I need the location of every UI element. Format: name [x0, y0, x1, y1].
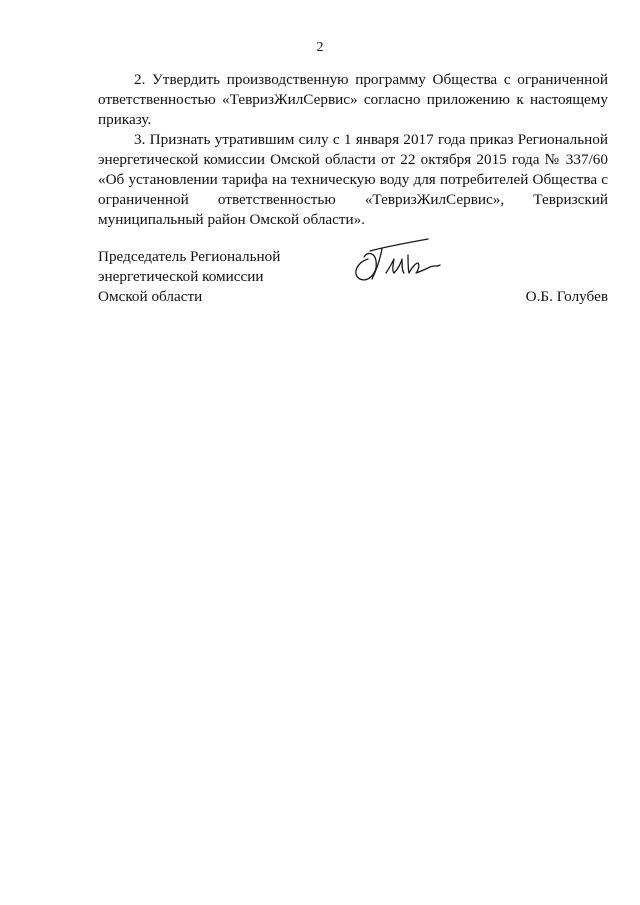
page-number: 2 — [316, 40, 324, 55]
document-body — [98, 70, 608, 230]
signer-name: О.Б. Голубев — [525, 288, 608, 305]
signer-title-line: Омской области — [98, 288, 203, 305]
paragraph-repeal-order: 3. Признать утратившим силу с 1 января 2017 года приказ Региональной энергетической комиссии Омской области от 22 октября 2015 года № 337/60 «Об установлении тарифа на техническую воду для потребителей Общества с ограниченной ответственностью «ТевризЖилСервис», Тевризский муниципальный район Омской области». — [98, 131, 608, 228]
signer-title — [98, 247, 280, 307]
signature-block — [98, 247, 608, 317]
paragraph-approve-program: 2. Утвердить производственную программу Общества с ограниченной ответственностью «ТевризЖилСервис» согласно приложению к настоящему приказу. — [98, 71, 608, 128]
signer-title-line: Председатель Региональной — [98, 248, 281, 265]
handwritten-signature — [346, 235, 446, 285]
signer-title-line: энергетической комиссии — [98, 268, 264, 285]
